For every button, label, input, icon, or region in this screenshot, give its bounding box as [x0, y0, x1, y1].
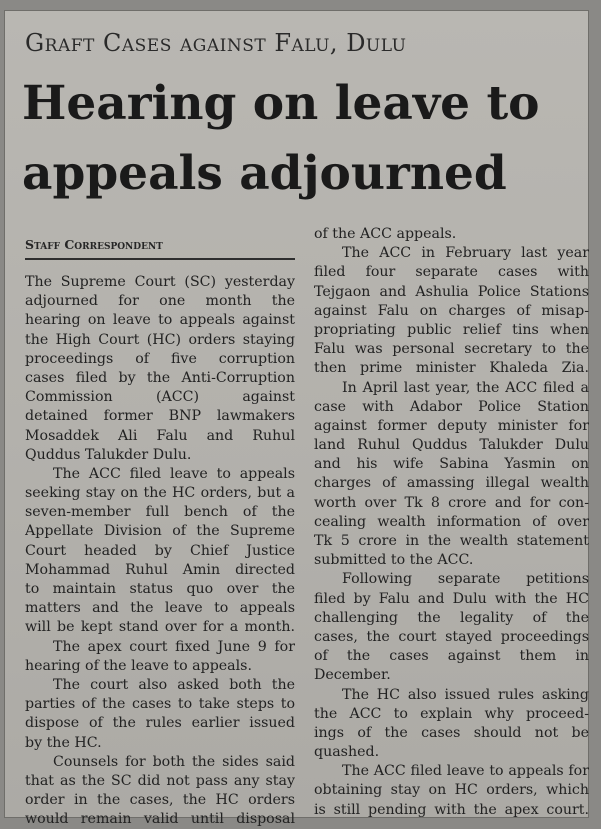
body-line: Tk 5 crore in the wealth statement	[314, 533, 589, 549]
body-line: ings of the cases should not be	[314, 724, 589, 741]
body-line: charges of amassing illegal wealth	[314, 475, 589, 492]
body-line: the ACC to explain why proceed-	[314, 705, 589, 722]
body-line: will be kept stand over for a month.	[25, 619, 295, 636]
body-line: of the cases against them in	[314, 648, 589, 665]
byline-rule	[25, 258, 295, 260]
body-line: then prime minister Khaleda Zia.	[314, 360, 589, 377]
headline	[22, 69, 582, 209]
body-line: hearing of the leave to appeals.	[25, 657, 252, 674]
body-line: parties of the cases to take steps to	[25, 696, 295, 713]
body-line: Mosaddek Ali Falu and Ruhul	[25, 427, 295, 444]
body-line: obtaining stay on HC orders, which	[314, 782, 589, 799]
body-line: propriating public relief tins when	[314, 321, 589, 338]
body-line: In April last year, the ACC filed a	[342, 379, 589, 396]
body-line: against Falu on charges of misap-	[314, 302, 589, 319]
body-line: submitted to the ACC.	[314, 552, 474, 569]
body-line: by the HC.	[25, 734, 102, 751]
body-line: and his wife Sabina Yasmin on	[314, 456, 589, 473]
body-line: adjourned for one month the	[25, 293, 295, 310]
body-line: The court also asked both the	[53, 676, 295, 693]
body-line: cealing wealth information of over	[314, 513, 589, 530]
body-line: The ACC filed leave to appeals for	[342, 763, 589, 780]
body-line: would remain valid until disposal	[25, 811, 295, 828]
headline-line-2: appeals adjourned	[22, 146, 507, 201]
body-line: December.	[314, 667, 391, 684]
body-line: Falu was personal secretary to the	[314, 341, 589, 358]
body-line: seven-member full bench of the	[25, 504, 295, 521]
body-line: is still pending with the apex court.	[314, 801, 589, 818]
body-line: quashed.	[314, 744, 380, 761]
body-line: dispose of the rules earlier issued	[25, 715, 295, 732]
body-line: The Supreme Court (SC) yesterday	[25, 274, 295, 290]
body-line: against former deputy minister for	[314, 417, 589, 434]
body-line: challenging the legality of the	[314, 609, 589, 626]
body-line: filed by Falu and Dulu with the HC	[314, 590, 589, 607]
body-column-left	[25, 273, 295, 829]
body-line: Following separate petitions	[342, 571, 589, 588]
headline-line-1: Hearing on leave to	[22, 76, 540, 131]
body-line: Appellate Division of the Supreme	[25, 523, 295, 540]
body-line: Commission (ACC) against	[25, 389, 295, 406]
body-line: case with Adabor Police Station	[314, 398, 589, 415]
body-line: The ACC in February last year	[342, 245, 589, 262]
body-line: matters and the leave to appeals	[25, 600, 295, 617]
body-line: order in the cases, the HC orders	[25, 792, 295, 809]
body-line: land Ruhul Quddus Talukder Dulu	[314, 437, 589, 454]
body-line: that as the SC did not pass any stay	[25, 772, 295, 789]
body-line: Tejgaon and Ashulia Police Stations	[314, 283, 589, 300]
body-line: the High Court (HC) orders staying	[25, 331, 295, 348]
body-line: of the ACC appeals.	[314, 226, 457, 242]
body-line: cases filed by the Anti-Corruption	[25, 369, 295, 386]
body-line: hearing on leave to appeals against	[25, 312, 295, 329]
body-line: Counsels for both the sides said	[53, 753, 295, 770]
body-line: detained former BNP lawmakers	[25, 408, 295, 425]
body-line: to maintain status quo over the	[25, 581, 295, 597]
kicker: Graft Cases against Falu, Dulu	[25, 29, 407, 57]
body-line: seeking stay on the HC orders, but a	[25, 485, 295, 502]
body-line: Mohammad Ruhul Amin directed	[25, 561, 295, 578]
body-line: The ACC filed leave to appeals	[53, 465, 295, 482]
body-line: Quddus Talukder Dulu.	[25, 446, 192, 463]
body-line: proceedings of five corruption	[25, 350, 295, 367]
body-line: filed four separate cases with	[314, 264, 589, 281]
body-line: The HC also issued rules asking	[342, 686, 589, 703]
byline: Staff Correspondent	[25, 237, 163, 252]
body-column-right	[314, 225, 589, 820]
body-line: Court headed by Chief Justice	[25, 542, 295, 559]
newspaper-clipping	[4, 10, 589, 828]
body-line: cases, the court stayed proceedings	[314, 628, 589, 645]
body-line: The apex court fixed June 9 for	[53, 638, 295, 655]
body-line: worth over Tk 8 crore and for con-	[314, 494, 589, 511]
